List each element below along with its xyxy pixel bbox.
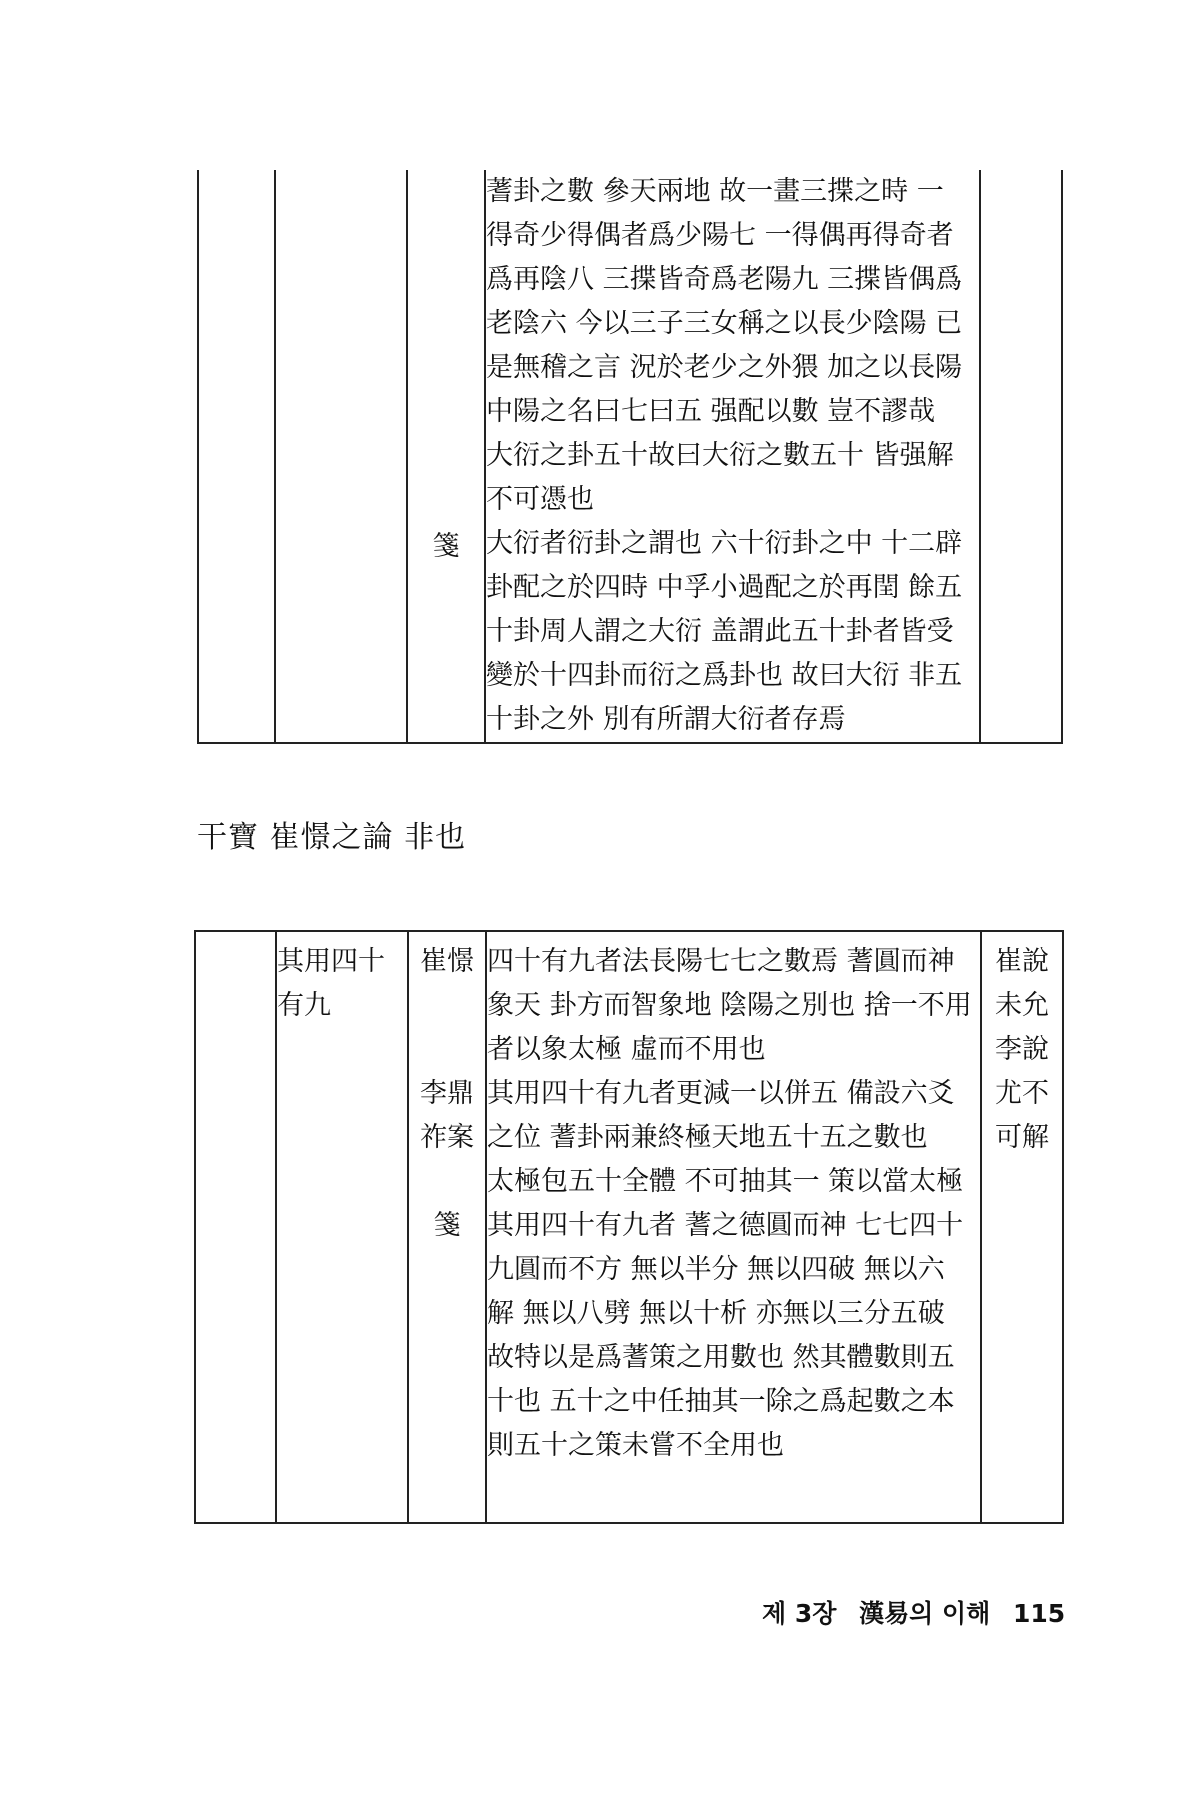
chapter-title: 漢易의 이해 [859,1599,991,1628]
text-line: 變於十四卦而衍之爲卦也 故曰大衍 非五 [486,660,963,691]
text-line: 其用四十有九者 蓍之德圓而神 七七四十 [487,1210,964,1241]
term-cell [275,170,407,743]
source-label-line: 箋 [433,1210,461,1241]
text-line: 太極包五十全體 不可抽其一 策以當太極 [487,1166,964,1197]
text-line: 九圓而不方 無以半分 無以四破 無以六 [487,1254,945,1285]
page-number: 115 [1013,1599,1066,1628]
text-line: 四十有九者法長陽七七之數焉 蓍圓而神 [487,946,955,977]
source-label-line: 祚案 [420,1122,474,1153]
text-line: 卦配之於四時 中孚小過配之於再閏 餘五 [486,572,963,603]
source-label-line: 崔憬 [420,946,474,977]
text-line: 其用四十有九者更減一以併五 備設六爻 [487,1078,955,1109]
text-line: 之位 蓍卦兩兼終極天地五十五之數也 [487,1122,928,1153]
text-line: 解 無以八劈 無以十析 亦無以三分五破 [487,1298,945,1329]
text-line: 得奇少得偶者爲少陽七 一得偶再得奇者 [486,220,954,251]
text-cell [485,170,980,743]
source-cell [407,170,485,743]
source-label-li-dingzuo [409,1072,485,1160]
term-line: 其用四十 [277,946,385,977]
note-line: 未允 [995,990,1049,1021]
commentary-table-1 [197,170,1063,744]
source-label-jian: 箋 [432,531,460,562]
source-label-jian [409,1204,485,1248]
text-line: 十卦之外 別有所謂大衍者存焉 [486,704,846,735]
text-line: 不可憑也 [486,484,594,515]
text-line: 爲再陰八 三揲皆奇爲老陽九 三揲皆偶爲 [486,264,963,295]
commentary-table-2 [194,930,1064,1524]
section-heading: 干寶 崔憬之論 非也 [197,820,467,855]
page-footer [762,1594,1079,1630]
text-line: 則五十之策未嘗不全用也 [487,1430,784,1461]
note-line: 李說 [995,1034,1049,1065]
source-label-cui-jing [409,940,485,984]
text-line: 者以象太極 虛而不用也 [487,1034,766,1065]
note-line: 尤不 [995,1078,1049,1109]
table-row [195,931,1063,1523]
blank-cell [195,931,276,1523]
term-line: 有九 [277,990,331,1021]
term-cell [276,931,408,1523]
note-line: 崔說 [995,946,1049,977]
text-line: 象天 卦方而智象地 陰陽之別也 捨一不用 [487,990,972,1021]
text-line: 大衍之卦五十故曰大衍之數五十 皆强解 [486,440,954,471]
source-cell [408,931,486,1523]
text-line: 老陰六 今以三子三女稱之以長少陰陽 已 [486,308,963,339]
text-cell [486,931,981,1523]
source-label-line: 李鼎 [420,1078,474,1109]
text-line: 蓍卦之數 參天兩地 故一畫三揲之時 一 [486,176,944,207]
blank-cell [198,170,275,743]
text-line: 大衍者衍卦之謂也 六十衍卦之中 十二辟 [486,528,963,559]
text-line: 中陽之名曰七曰五 强配以數 豈不謬哉 [486,396,936,427]
text-line: 故特以是爲蓍策之用數也 然其體數則五 [487,1342,955,1373]
note-line: 可解 [995,1122,1049,1153]
note-cell [981,931,1063,1523]
note-cell [980,170,1062,743]
text-line: 十卦周人謂之大衍 盖謂此五十卦者皆受 [486,616,954,647]
chapter-label: 제 3장 [762,1599,837,1628]
text-line: 十也 五十之中任抽其一除之爲起數之本 [487,1386,955,1417]
table-row [198,170,1062,743]
text-line: 是無稽之言 況於老少之外猥 加之以長陽 [486,352,963,383]
